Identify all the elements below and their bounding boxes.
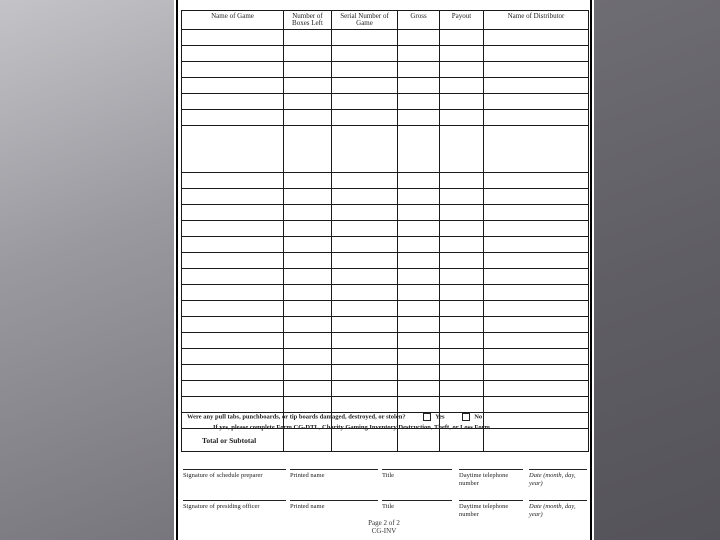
table-cell[interactable] [484, 62, 589, 78]
table-cell[interactable] [440, 30, 484, 46]
table-cell[interactable] [398, 397, 440, 413]
table-cell[interactable] [332, 30, 398, 46]
yes-checkbox[interactable] [423, 413, 431, 421]
table-cell[interactable] [182, 221, 284, 237]
table-cell[interactable] [398, 46, 440, 62]
table-cell[interactable] [440, 429, 484, 452]
table-cell[interactable] [484, 381, 589, 397]
table-cell[interactable] [398, 317, 440, 333]
table-row [182, 189, 589, 205]
table-row [182, 397, 589, 413]
table-cell[interactable] [484, 285, 589, 301]
column-header: Serial Number of Game [332, 11, 398, 30]
table-cell[interactable] [182, 285, 284, 301]
table-cell[interactable] [398, 30, 440, 46]
inventory-table [181, 10, 589, 452]
table-cell[interactable] [332, 189, 398, 205]
table-cell[interactable] [284, 429, 332, 452]
table-cell[interactable] [398, 94, 440, 110]
table-cell[interactable] [484, 333, 589, 349]
table-cell[interactable] [440, 301, 484, 317]
table-cell[interactable] [440, 173, 484, 189]
column-header: Payout [440, 11, 484, 30]
table-cell[interactable] [284, 349, 332, 365]
table-cell[interactable] [398, 349, 440, 365]
total-row [182, 429, 589, 452]
table-cell[interactable] [332, 221, 398, 237]
table-row [182, 285, 589, 301]
document-page [174, 0, 594, 540]
table-cell[interactable] [284, 46, 332, 62]
table-cell[interactable] [284, 365, 332, 381]
table-cell[interactable] [440, 78, 484, 94]
table-cell[interactable] [332, 381, 398, 397]
table-row [182, 110, 589, 126]
table-cell[interactable] [440, 205, 484, 221]
signature-field[interactable]: Signature of schedule preparer [183, 469, 286, 480]
table-cell[interactable] [398, 189, 440, 205]
table-cell[interactable] [398, 285, 440, 301]
table-cell[interactable] [398, 365, 440, 381]
table-cell[interactable] [332, 253, 398, 269]
question-note: If yes, please complete Form CG-DTL, Charity Gaming Inventory Destruction, Theft, or Loss Form. [213, 424, 492, 431]
table-row [182, 253, 589, 269]
table-cell[interactable] [284, 317, 332, 333]
table-cell[interactable] [182, 173, 284, 189]
table-cell[interactable] [332, 397, 398, 413]
no-label: No [474, 413, 483, 421]
table-cell[interactable] [284, 62, 332, 78]
table-cell[interactable] [440, 110, 484, 126]
table-cell[interactable] [284, 301, 332, 317]
table-cell[interactable] [484, 237, 589, 253]
table-cell[interactable] [484, 253, 589, 269]
table-cell[interactable] [182, 301, 284, 317]
table-cell[interactable] [284, 110, 332, 126]
table-cell[interactable] [440, 317, 484, 333]
table-cell[interactable] [440, 62, 484, 78]
column-header: Number of Boxes Left [284, 11, 332, 30]
table-cell[interactable] [182, 62, 284, 78]
table-cell[interactable] [284, 30, 332, 46]
table-row [182, 46, 589, 62]
table-cell[interactable] [398, 269, 440, 285]
table-row [182, 365, 589, 381]
table-row [182, 62, 589, 78]
table-cell[interactable] [484, 269, 589, 285]
table-cell[interactable] [182, 381, 284, 397]
table-cell[interactable] [440, 285, 484, 301]
column-header: Name of Game [182, 11, 284, 30]
table-cell[interactable] [484, 78, 589, 94]
table-row [182, 221, 589, 237]
table-row [182, 381, 589, 397]
table-cell[interactable] [284, 381, 332, 397]
table-cell[interactable] [398, 429, 440, 452]
table-cell[interactable] [284, 78, 332, 94]
table-cell[interactable] [284, 285, 332, 301]
table-cell[interactable] [484, 189, 589, 205]
table-row [182, 94, 589, 110]
table-cell[interactable] [484, 397, 589, 413]
signature-row-preparer [182, 469, 592, 489]
table-row [182, 237, 589, 253]
table-cell[interactable] [182, 126, 284, 173]
table-cell[interactable] [484, 317, 589, 333]
table-cell[interactable] [484, 429, 589, 452]
table-cell[interactable] [284, 269, 332, 285]
table-cell[interactable] [484, 173, 589, 189]
table-cell[interactable] [398, 205, 440, 221]
table-cell[interactable] [284, 189, 332, 205]
table-cell[interactable] [398, 301, 440, 317]
table-cell[interactable] [182, 333, 284, 349]
table-cell[interactable] [484, 110, 589, 126]
table-cell[interactable] [332, 126, 398, 173]
phone-field[interactable]: Daytime telephone number [459, 469, 523, 488]
table-cell[interactable] [182, 94, 284, 110]
table-cell[interactable] [484, 221, 589, 237]
date-field[interactable]: Date (month, day, year) [529, 500, 587, 519]
table-cell[interactable] [484, 349, 589, 365]
yes-label: Yes [435, 413, 445, 421]
table-cell[interactable] [440, 94, 484, 110]
no-checkbox[interactable] [462, 413, 470, 421]
table-cell[interactable] [440, 253, 484, 269]
table-cell[interactable] [182, 189, 284, 205]
table-cell[interactable] [332, 333, 398, 349]
table-row [182, 333, 589, 349]
table-cell[interactable] [182, 110, 284, 126]
column-header: Name of Distributor [484, 11, 589, 30]
date-field[interactable]: Date (month, day, year) [529, 469, 587, 488]
right-background-panel [594, 0, 720, 540]
printed-name-field[interactable]: Printed name [290, 469, 378, 480]
signature-row-officer [182, 500, 592, 520]
table-cell[interactable] [440, 365, 484, 381]
table-cell[interactable] [484, 301, 589, 317]
table-cell[interactable] [182, 237, 284, 253]
table-cell[interactable] [284, 173, 332, 189]
table-row [182, 78, 589, 94]
question-text: Were any pull tabs, punchboards, or tip boards damaged, destroyed, or stolen? [187, 413, 406, 421]
table-cell[interactable] [440, 221, 484, 237]
table-cell[interactable] [440, 126, 484, 173]
total-label: Total or Subtotal [182, 429, 284, 452]
table-cell[interactable] [284, 237, 332, 253]
table-row [182, 317, 589, 333]
table-cell[interactable] [284, 94, 332, 110]
table-cell[interactable] [182, 30, 284, 46]
table-cell[interactable] [484, 30, 589, 46]
signature-field[interactable]: Signature of presiding officer [183, 500, 286, 511]
table-cell[interactable] [440, 349, 484, 365]
table-cell[interactable] [332, 78, 398, 94]
table-cell[interactable] [440, 237, 484, 253]
table-cell[interactable] [182, 205, 284, 221]
table-cell[interactable] [484, 365, 589, 381]
table-cell[interactable] [284, 221, 332, 237]
table-cell[interactable] [332, 94, 398, 110]
table-cell[interactable] [284, 126, 332, 173]
title-field[interactable]: Title [382, 500, 452, 511]
table-row [182, 301, 589, 317]
table-cell[interactable] [332, 285, 398, 301]
page-footer [174, 519, 594, 535]
table-cell[interactable] [398, 126, 440, 173]
table-cell[interactable] [182, 317, 284, 333]
table-cell[interactable] [440, 397, 484, 413]
table-cell[interactable] [182, 269, 284, 285]
form-code: CG-INV [371, 527, 397, 535]
table-cell[interactable] [182, 349, 284, 365]
table-cell[interactable] [332, 205, 398, 221]
page-number: Page 2 of 2 [368, 519, 400, 527]
table-cell[interactable] [332, 317, 398, 333]
table-row [182, 349, 589, 365]
column-header: Gross [398, 11, 440, 30]
table-cell[interactable] [332, 365, 398, 381]
table-cell[interactable] [440, 46, 484, 62]
table-cell[interactable] [440, 189, 484, 205]
table-cell[interactable] [398, 78, 440, 94]
table-cell[interactable] [440, 381, 484, 397]
table-cell[interactable] [398, 173, 440, 189]
table-header-row [182, 11, 589, 30]
table-cell[interactable] [332, 110, 398, 126]
table-cell[interactable] [440, 269, 484, 285]
table-cell[interactable] [398, 62, 440, 78]
table-cell[interactable] [398, 381, 440, 397]
table-row [182, 30, 589, 46]
table-cell[interactable] [398, 237, 440, 253]
table-cell[interactable] [332, 349, 398, 365]
title-field[interactable]: Title [382, 469, 452, 480]
table-cell[interactable] [182, 253, 284, 269]
table-cell[interactable] [332, 301, 398, 317]
table-row [182, 126, 589, 173]
page-left-border [176, 0, 178, 540]
table-cell[interactable] [332, 173, 398, 189]
left-background-panel [0, 0, 174, 540]
table-row [182, 173, 589, 189]
table-cell[interactable] [440, 333, 484, 349]
table-cell[interactable] [398, 110, 440, 126]
phone-field[interactable]: Daytime telephone number [459, 500, 523, 519]
table-cell[interactable] [484, 94, 589, 110]
table-cell[interactable] [398, 221, 440, 237]
table-cell[interactable] [332, 269, 398, 285]
table-cell[interactable] [332, 429, 398, 452]
table-cell[interactable] [398, 253, 440, 269]
table-cell[interactable] [484, 46, 589, 62]
table-row [182, 269, 589, 285]
table-cell[interactable] [284, 397, 332, 413]
printed-name-field[interactable]: Printed name [290, 500, 378, 511]
table-cell[interactable] [484, 126, 589, 173]
table-cell[interactable] [398, 333, 440, 349]
table-cell[interactable] [182, 365, 284, 381]
table-cell[interactable] [284, 253, 332, 269]
page-right-border [590, 0, 592, 540]
table-cell[interactable] [182, 78, 284, 94]
table-cell[interactable] [182, 397, 284, 413]
table-cell[interactable] [332, 237, 398, 253]
table-cell[interactable] [284, 333, 332, 349]
table-cell[interactable] [284, 205, 332, 221]
table-cell[interactable] [332, 46, 398, 62]
table-cell[interactable] [332, 62, 398, 78]
damage-question [187, 413, 587, 431]
table-cell[interactable] [182, 46, 284, 62]
table-row [182, 205, 589, 221]
table-cell[interactable] [484, 205, 589, 221]
